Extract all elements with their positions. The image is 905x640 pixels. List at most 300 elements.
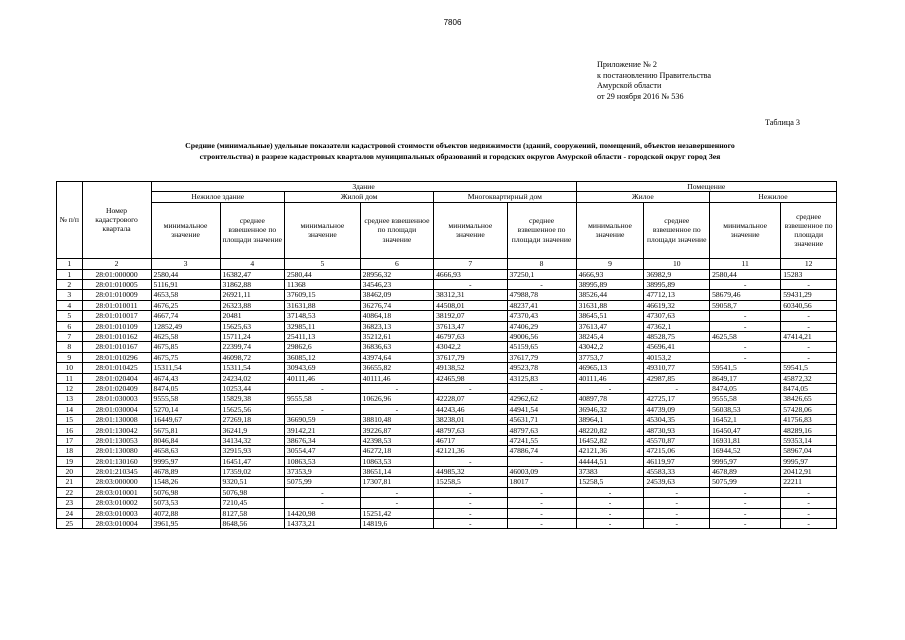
value-cell: - — [576, 508, 644, 518]
value-cell: 48730,93 — [644, 425, 710, 435]
value-cell: 4666,93 — [576, 269, 644, 279]
quarter-cell: 28:01:210345 — [82, 467, 151, 477]
value-cell: 4678,89 — [151, 467, 220, 477]
table-row — [57, 477, 837, 487]
row-number-cell: 5 — [57, 311, 83, 321]
table-row — [57, 383, 837, 393]
appendix-line: от 29 ноября 2016 № 536 — [597, 91, 684, 101]
value-cell: 34134,32 — [220, 435, 285, 445]
value-cell: 45159,65 — [507, 342, 576, 352]
value-cell: - — [434, 487, 507, 497]
value-cell: - — [285, 487, 361, 497]
value-cell: 8649,17 — [710, 373, 781, 383]
value-cell: - — [507, 508, 576, 518]
quarter-cell: 28:01:010009 — [82, 290, 151, 300]
quarter-cell: 28:01:010005 — [82, 279, 151, 289]
value-cell: 36655,82 — [360, 363, 433, 373]
value-cell: 16449,67 — [151, 415, 220, 425]
value-cell: 15711,24 — [220, 331, 285, 341]
value-cell: 36982,9 — [644, 269, 710, 279]
quarter-cell: 28:01:010162 — [82, 331, 151, 341]
value-cell: 10863,53 — [285, 456, 361, 466]
value-cell: 44941,54 — [507, 404, 576, 414]
header-avg: среднее взвешенное по площади значение — [781, 202, 837, 258]
row-number-cell: 18 — [57, 446, 83, 456]
value-cell: 17307,81 — [360, 477, 433, 487]
table-row — [57, 290, 837, 300]
value-cell: 30554,47 — [285, 446, 361, 456]
value-cell: 36085,12 — [285, 352, 361, 362]
column-index-cell: 7 — [434, 258, 507, 269]
row-number-cell: 3 — [57, 290, 83, 300]
value-cell: 46119,97 — [644, 456, 710, 466]
value-cell: 38964,1 — [576, 415, 644, 425]
table-row — [57, 508, 837, 518]
value-cell: 46098,72 — [220, 352, 285, 362]
value-cell: 44508,01 — [434, 300, 507, 310]
value-cell: 40111,46 — [360, 373, 433, 383]
value-cell: 38245,4 — [576, 331, 644, 341]
header-min: минимальное значение — [151, 202, 220, 258]
table-row — [57, 404, 837, 414]
quarter-cell: 28:03:010004 — [82, 518, 151, 528]
value-cell: 48797,63 — [434, 425, 507, 435]
value-cell: 37148,53 — [285, 311, 361, 321]
value-cell: - — [285, 383, 361, 393]
row-number-cell: 15 — [57, 415, 83, 425]
value-cell: - — [710, 508, 781, 518]
value-cell: 4658,63 — [151, 446, 220, 456]
value-cell: 36946,32 — [576, 404, 644, 414]
appendix-line: Приложение № 2 — [597, 60, 657, 69]
value-cell: 40111,46 — [576, 373, 644, 383]
column-index-cell: 9 — [576, 258, 644, 269]
quarter-cell: 28:01:010296 — [82, 352, 151, 362]
value-cell: 37613,47 — [434, 321, 507, 331]
value-cell: 47370,43 — [507, 311, 576, 321]
title-line: строительства) в разрезе кадастровых кварталов муниципальных образований и городских округов Амурской области - городской округ город Зея — [199, 151, 721, 161]
row-number-cell: 17 — [57, 435, 83, 445]
value-cell: - — [710, 279, 781, 289]
value-cell: - — [644, 487, 710, 497]
value-cell: 16452,82 — [576, 435, 644, 445]
value-cell: 8127,58 — [220, 508, 285, 518]
quarter-cell: 28:01:130080 — [82, 446, 151, 456]
quarter-cell: 28:01:020404 — [82, 373, 151, 383]
row-number-cell: 9 — [57, 352, 83, 362]
appendix-line: Амурской области — [597, 81, 662, 90]
value-cell: 9555,58 — [285, 394, 361, 404]
value-cell: 24234,02 — [220, 373, 285, 383]
value-cell: - — [576, 518, 644, 528]
value-cell: 15311,54 — [151, 363, 220, 373]
value-cell: - — [710, 321, 781, 331]
table-row — [57, 269, 837, 279]
column-index-row — [57, 258, 837, 269]
value-cell: 16451,47 — [220, 456, 285, 466]
value-cell: 47886,74 — [507, 446, 576, 456]
value-cell: 49138,52 — [434, 363, 507, 373]
value-cell: 59431,29 — [781, 290, 837, 300]
value-cell: 37617,79 — [507, 352, 576, 362]
table-row — [57, 456, 837, 466]
value-cell: 37609,15 — [285, 290, 361, 300]
value-cell: - — [507, 279, 576, 289]
value-cell: - — [781, 487, 837, 497]
value-cell: - — [576, 383, 644, 393]
quarter-cell: 28:01:010109 — [82, 321, 151, 331]
value-cell: 42121,36 — [434, 446, 507, 456]
table-row — [57, 394, 837, 404]
value-cell: 49006,56 — [507, 331, 576, 341]
value-cell: - — [644, 498, 710, 508]
value-cell: 16944,52 — [710, 446, 781, 456]
value-cell: - — [360, 487, 433, 497]
value-cell: 15258,5 — [434, 477, 507, 487]
value-cell: 5075,99 — [710, 477, 781, 487]
column-index-cell: 1 — [57, 258, 83, 269]
value-cell: 40111,46 — [285, 373, 361, 383]
value-cell: 57428,06 — [781, 404, 837, 414]
value-cell: 49310,77 — [644, 363, 710, 373]
value-cell: 20412,91 — [781, 467, 837, 477]
value-cell: 38426,65 — [781, 394, 837, 404]
value-cell: 20481 — [220, 311, 285, 321]
value-cell: - — [434, 383, 507, 393]
value-cell: 59541,5 — [710, 363, 781, 373]
row-number-cell: 6 — [57, 321, 83, 331]
value-cell: 1548,26 — [151, 477, 220, 487]
value-cell: 37383 — [576, 467, 644, 477]
value-cell: 31631,88 — [576, 300, 644, 310]
table-row — [57, 279, 837, 289]
value-cell: 47215,06 — [644, 446, 710, 456]
quarter-cell: 28:01:010011 — [82, 300, 151, 310]
value-cell: 16382,47 — [220, 269, 285, 279]
value-cell: 26323,88 — [220, 300, 285, 310]
table-label: Таблица 3 — [765, 118, 801, 127]
value-cell: 39142,21 — [285, 425, 361, 435]
value-cell: 10253,44 — [220, 383, 285, 393]
value-cell: - — [781, 508, 837, 518]
value-cell: 18017 — [507, 477, 576, 487]
quarter-cell: 28:01:030003 — [82, 394, 151, 404]
value-cell: 31631,88 — [285, 300, 361, 310]
column-index-cell: 8 — [507, 258, 576, 269]
row-number-cell: 14 — [57, 404, 83, 414]
value-cell: 36823,13 — [360, 321, 433, 331]
column-index-cell: 6 — [360, 258, 433, 269]
value-cell: 44444,51 — [576, 456, 644, 466]
value-cell: 25411,13 — [285, 331, 361, 341]
value-cell: - — [434, 518, 507, 528]
value-cell: 14420,98 — [285, 508, 361, 518]
value-cell: - — [710, 518, 781, 528]
value-cell: 8474,05 — [151, 383, 220, 393]
row-number-cell: 20 — [57, 467, 83, 477]
table-row — [57, 425, 837, 435]
value-cell: 15625,56 — [220, 404, 285, 414]
row-number-cell: 4 — [57, 300, 83, 310]
value-cell: - — [507, 487, 576, 497]
value-cell: - — [710, 498, 781, 508]
value-cell: - — [781, 518, 837, 528]
value-cell: 15283 — [781, 269, 837, 279]
value-cell: 39226,87 — [360, 425, 433, 435]
value-cell: 46619,32 — [644, 300, 710, 310]
value-cell: 47241,55 — [507, 435, 576, 445]
table-row — [57, 321, 837, 331]
row-number-cell: 16 — [57, 425, 83, 435]
value-cell: 41756,83 — [781, 415, 837, 425]
value-cell: 40153,2 — [644, 352, 710, 362]
value-cell: 4653,58 — [151, 290, 220, 300]
value-cell: 15311,54 — [220, 363, 285, 373]
value-cell: - — [781, 311, 837, 321]
value-cell: 38462,09 — [360, 290, 433, 300]
value-cell: 46797,63 — [434, 331, 507, 341]
value-cell: - — [781, 279, 837, 289]
value-cell: 9995,97 — [710, 456, 781, 466]
value-cell: 48220,82 — [576, 425, 644, 435]
value-cell: 43042,2 — [576, 342, 644, 352]
quarter-cell: 28:03:010003 — [82, 508, 151, 518]
value-cell: 43125,83 — [507, 373, 576, 383]
value-cell: 45583,33 — [644, 467, 710, 477]
value-cell: 16931,81 — [710, 435, 781, 445]
value-cell: 16450,47 — [710, 425, 781, 435]
value-cell: 38995,89 — [576, 279, 644, 289]
row-number-cell: 23 — [57, 498, 83, 508]
value-cell: 38526,44 — [576, 290, 644, 300]
value-cell: 37353,9 — [285, 467, 361, 477]
value-cell: 4666,93 — [434, 269, 507, 279]
value-cell: - — [434, 508, 507, 518]
value-cell: 35212,61 — [360, 331, 433, 341]
quarter-cell: 28:01:130008 — [82, 415, 151, 425]
value-cell: 9555,58 — [151, 394, 220, 404]
value-cell: 36690,59 — [285, 415, 361, 425]
value-cell: 58679,46 — [710, 290, 781, 300]
table-row — [57, 373, 837, 383]
value-cell: 43042,2 — [434, 342, 507, 352]
row-number-cell: 19 — [57, 456, 83, 466]
value-cell: 36276,74 — [360, 300, 433, 310]
row-number-cell: 22 — [57, 487, 83, 497]
value-cell: 43974,64 — [360, 352, 433, 362]
value-cell: 45570,87 — [644, 435, 710, 445]
value-cell: 42962,62 — [507, 394, 576, 404]
header-avg: среднее взвешенное по площади значение — [644, 202, 710, 258]
header-min: минимальное значение — [710, 202, 781, 258]
value-cell: 4625,58 — [151, 331, 220, 341]
column-index-cell: 12 — [781, 258, 837, 269]
value-cell: 16452,1 — [710, 415, 781, 425]
value-cell: - — [781, 342, 837, 352]
value-cell: 59353,14 — [781, 435, 837, 445]
column-index-cell: 11 — [710, 258, 781, 269]
value-cell: 49523,78 — [507, 363, 576, 373]
value-cell: 4674,43 — [151, 373, 220, 383]
value-cell: 59058,7 — [710, 300, 781, 310]
value-cell: - — [781, 321, 837, 331]
header-house: Жилой дом — [285, 192, 434, 202]
value-cell: 38651,14 — [360, 467, 433, 477]
value-cell: - — [434, 498, 507, 508]
value-cell: 42465,98 — [434, 373, 507, 383]
value-cell: 46003,09 — [507, 467, 576, 477]
value-cell: 5076,98 — [151, 487, 220, 497]
table-row — [57, 435, 837, 445]
value-cell: 47988,78 — [507, 290, 576, 300]
value-cell: 47307,63 — [644, 311, 710, 321]
value-cell: 46717 — [434, 435, 507, 445]
value-cell: 27269,18 — [220, 415, 285, 425]
value-cell: 42398,53 — [360, 435, 433, 445]
value-cell: 15258,5 — [576, 477, 644, 487]
value-cell: 38676,34 — [285, 435, 361, 445]
table-row — [57, 446, 837, 456]
value-cell: 4667,74 — [151, 311, 220, 321]
value-cell: 15625,63 — [220, 321, 285, 331]
row-number-cell: 10 — [57, 363, 83, 373]
value-cell: - — [360, 383, 433, 393]
header-avg: среднее взвешенное по площади значение — [507, 202, 576, 258]
table-row — [57, 498, 837, 508]
header-building: Здание — [151, 182, 576, 192]
value-cell: 47362,1 — [644, 321, 710, 331]
value-cell: - — [360, 404, 433, 414]
value-cell: 31862,88 — [220, 279, 285, 289]
value-cell: 2580,44 — [285, 269, 361, 279]
value-cell: 38645,51 — [576, 311, 644, 321]
value-cell: - — [644, 383, 710, 393]
column-index-cell: 4 — [220, 258, 285, 269]
header-premises: Помещение — [576, 182, 836, 192]
value-cell: 2580,44 — [710, 269, 781, 279]
value-cell: - — [781, 352, 837, 362]
value-cell: - — [644, 518, 710, 528]
header-quarter: Номер кадастрового квартала — [82, 182, 151, 259]
value-cell: 38810,48 — [360, 415, 433, 425]
quarter-cell: 28:01:130160 — [82, 456, 151, 466]
value-cell: 37617,79 — [434, 352, 507, 362]
value-cell: 2580,44 — [151, 269, 220, 279]
row-number-cell: 8 — [57, 342, 83, 352]
value-cell: 42987,85 — [644, 373, 710, 383]
value-cell: 34546,23 — [360, 279, 433, 289]
quarter-cell: 28:03:000000 — [82, 477, 151, 487]
value-cell: 8046,84 — [151, 435, 220, 445]
value-cell: 4678,89 — [710, 467, 781, 477]
value-cell: 26921,11 — [220, 290, 285, 300]
value-cell: 38238,01 — [434, 415, 507, 425]
appendix-block — [597, 60, 711, 102]
header-avg: среднее взвешенное по площади значение — [220, 202, 285, 258]
page-number: 7806 — [443, 18, 462, 27]
row-number-cell: 25 — [57, 518, 83, 528]
quarter-cell: 28:01:010167 — [82, 342, 151, 352]
table-row — [57, 363, 837, 373]
value-cell: 17359,02 — [220, 467, 285, 477]
value-cell: 4675,85 — [151, 342, 220, 352]
value-cell: 24539,63 — [644, 477, 710, 487]
table-row — [57, 342, 837, 352]
table-body — [57, 258, 837, 529]
value-cell: 46965,13 — [576, 363, 644, 373]
value-cell: 14819,6 — [360, 518, 433, 528]
value-cell: 40897,78 — [576, 394, 644, 404]
quarter-cell: 28:01:130042 — [82, 425, 151, 435]
value-cell: 37250,1 — [507, 269, 576, 279]
value-cell: 38995,89 — [644, 279, 710, 289]
quarter-cell: 28:01:010425 — [82, 363, 151, 373]
value-cell: 45304,35 — [644, 415, 710, 425]
value-cell: - — [710, 311, 781, 321]
value-cell: - — [507, 518, 576, 528]
value-cell: 10626,96 — [360, 394, 433, 404]
value-cell: 15829,38 — [220, 394, 285, 404]
value-cell: - — [285, 498, 361, 508]
column-index-cell: 2 — [82, 258, 151, 269]
value-cell: 3961,95 — [151, 518, 220, 528]
quarter-cell: 28:03:010001 — [82, 487, 151, 497]
value-cell: 36836,63 — [360, 342, 433, 352]
value-cell: - — [781, 498, 837, 508]
value-cell: 14373,21 — [285, 518, 361, 528]
value-cell: 5073,53 — [151, 498, 220, 508]
value-cell: 36241,9 — [220, 425, 285, 435]
value-cell: 4072,88 — [151, 508, 220, 518]
quarter-cell: 28:01:000000 — [82, 269, 151, 279]
value-cell: 22399,74 — [220, 342, 285, 352]
header-nonres-building: Нежилое здание — [151, 192, 284, 202]
table-row — [57, 518, 837, 528]
value-cell: 4676,25 — [151, 300, 220, 310]
value-cell: 47712,13 — [644, 290, 710, 300]
header-min: минимальное значение — [285, 202, 361, 258]
header-min: минимальное значение — [576, 202, 644, 258]
table-row — [57, 300, 837, 310]
table-row — [57, 311, 837, 321]
value-cell: 47406,29 — [507, 321, 576, 331]
value-cell: 37753,7 — [576, 352, 644, 362]
value-cell: - — [644, 508, 710, 518]
value-cell: 22211 — [781, 477, 837, 487]
value-cell: 38192,07 — [434, 311, 507, 321]
value-cell: - — [434, 456, 507, 466]
title-line: Средние (минимальные) удельные показатели кадастровой стоимости объектов недвижимости (зданий, сооружений, помещений, объектов незавершенного — [185, 141, 735, 150]
value-cell: 29862,6 — [285, 342, 361, 352]
value-cell: 48797,63 — [507, 425, 576, 435]
value-cell: - — [434, 279, 507, 289]
header-apartment: Многоквартирный дом — [434, 192, 576, 202]
quarter-cell: 28:01:020409 — [82, 383, 151, 393]
header-num: № п/п — [57, 182, 83, 259]
value-cell: - — [507, 456, 576, 466]
value-cell: - — [285, 404, 361, 414]
value-cell: 9320,51 — [220, 477, 285, 487]
row-number-cell: 11 — [57, 373, 83, 383]
row-number-cell: 21 — [57, 477, 83, 487]
quarter-cell: 28:01:030004 — [82, 404, 151, 414]
value-cell: 9995,97 — [151, 456, 220, 466]
value-cell: 5076,98 — [220, 487, 285, 497]
value-cell: - — [576, 498, 644, 508]
column-index-cell: 3 — [151, 258, 220, 269]
value-cell: - — [710, 352, 781, 362]
table-row — [57, 352, 837, 362]
